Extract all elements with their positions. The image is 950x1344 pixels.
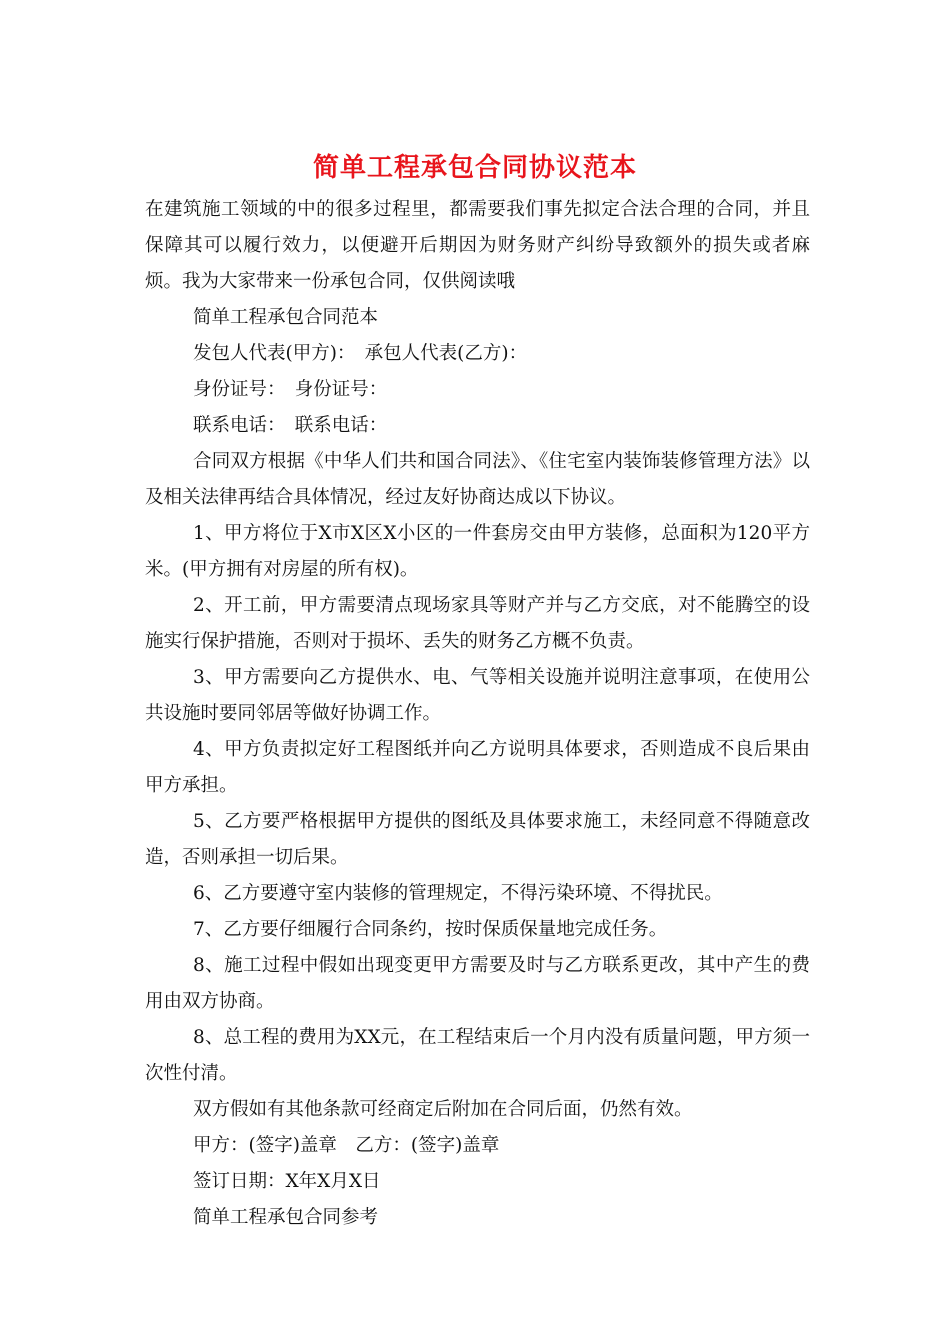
paragraph: 双方假如有其他条款可经商定后附加在合同后面，仍然有效。	[193, 1099, 693, 1120]
paragraph: 身份证号： 身份证号：	[193, 379, 388, 400]
paragraph: 联系电话： 联系电话：	[193, 415, 388, 436]
paragraph: 4、甲方负责拟定好工程图纸并向乙方说明具体要求，否则造成不良后果由甲方承担。	[145, 739, 810, 796]
paragraph: 发包人代表(甲方)： 承包人代表(乙方)：	[193, 343, 528, 364]
paragraph: 8、施工过程中假如出现变更甲方需要及时与乙方联系更改，其中产生的费用由双方协商。	[145, 955, 810, 1012]
paragraph: 甲方：(签字)盖章 乙方：(签字)盖章	[193, 1135, 500, 1156]
paragraph: 简单工程承包合同范本	[193, 307, 379, 328]
paragraph: 7、乙方要仔细履行合同条约，按时保质保量地完成任务。	[193, 919, 668, 940]
paragraph: 6、乙方要遵守室内装修的管理规定，不得污染环境、不得扰民。	[193, 883, 723, 904]
paragraph: 签订日期：X年X月X日	[193, 1171, 381, 1192]
paragraph: 简单工程承包合同参考	[193, 1207, 379, 1228]
paragraph: 8、总工程的费用为XX元，在工程结束后一个月内没有质量问题，甲方须一次性付清。	[145, 1027, 810, 1084]
paragraph: 5、乙方要严格根据甲方提供的图纸及具体要求施工，未经同意不得随意改造，否则承担一切后果。	[145, 811, 810, 868]
paragraph: 合同双方根据《中华人们共和国合同法》、《住宅室内装饰装修管理方法》以及相关法律再结合具体情况，经过友好协商达成以下协议。	[145, 451, 810, 508]
paragraph: 3、甲方需要向乙方提供水、电、气等相关设施并说明注意事项，在使用公共设施时要同邻居等做好协调工作。	[145, 667, 810, 724]
document-title: 简单工程承包合同协议范本	[312, 153, 637, 183]
paragraph: 1、甲方将位于X市X区X小区的一件套房交由甲方装修，总面积为120平方米。(甲方拥有对房屋的所有权)。	[145, 523, 810, 580]
document-body	[145, 192, 810, 1236]
paragraph: 在建筑施工领域的中的很多过程里，都需要我们事先拟定合法合理的合同，并且保障其可以履行效力，以便避开后期因为财务财产纠纷导致额外的损失或者麻烦。我为大家带来一份承包合同，仅供阅读哦	[145, 199, 810, 292]
paragraph: 2、开工前，甲方需要清点现场家具等财产并与乙方交底，对不能腾空的设施实行保护措施，否则对于损坏、丢失的财务乙方概不负责。	[145, 595, 810, 652]
